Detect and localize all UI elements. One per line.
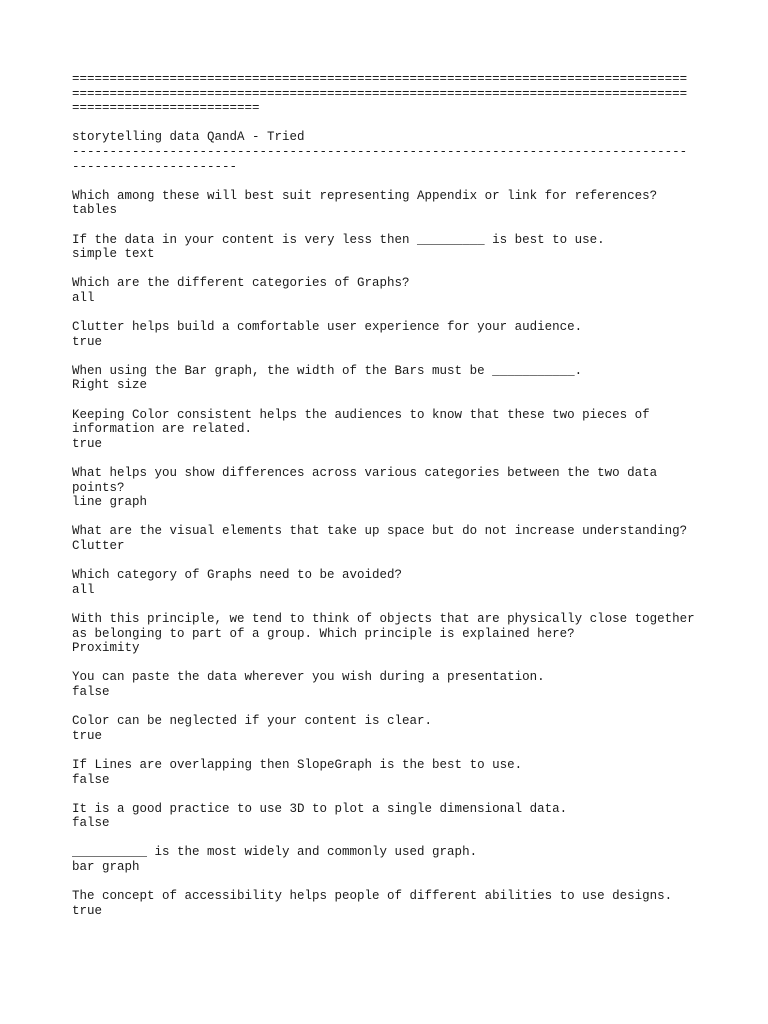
question-text: When using the Bar graph, the width of the Bars must be ___________. xyxy=(72,363,583,378)
qa-item xyxy=(72,714,702,743)
answer-text: bar graph xyxy=(72,860,140,875)
question-text: __________ is the most widely and commonly used graph. xyxy=(72,845,478,860)
question-text: Clutter helps build a comfortable user experience for your audience. xyxy=(72,320,583,335)
answer-text: true xyxy=(72,334,103,349)
question-text: If Lines are overlapping then SlopeGraph is the best to use. xyxy=(72,757,523,772)
dash-line: ---------------------- xyxy=(72,159,238,174)
answer-text: false xyxy=(72,816,110,831)
question-text: If the data in your content is very less then _________ is best to use. xyxy=(72,232,605,247)
question-text: as belonging to part of a group. Which principle is explained here? xyxy=(72,626,575,641)
question-text: Which among these will best suit representing Appendix or link for references? xyxy=(72,188,658,203)
answer-text: Right size xyxy=(72,378,148,393)
question-text: points? xyxy=(72,480,125,495)
answer-text: tables xyxy=(72,203,118,218)
qa-item xyxy=(72,568,702,597)
qa-item xyxy=(72,758,702,787)
answer-text: all xyxy=(72,290,95,305)
answer-text: Clutter xyxy=(72,539,125,553)
question-text: It is a good practice to use 3D to plot a single dimensional data. xyxy=(72,801,568,816)
answer-text: true xyxy=(72,903,103,918)
question-text: information are related. xyxy=(72,422,253,437)
question-text: With this principle, we tend to think of objects that are physically close together xyxy=(72,611,695,626)
qa-item xyxy=(72,408,702,452)
dash-line: ---------------------------------------------------------------------------------- xyxy=(72,144,688,159)
question-text: Keeping Color consistent helps the audiences to know that these two pieces of xyxy=(72,407,650,422)
qa-item xyxy=(72,524,702,553)
qa-item xyxy=(72,189,702,218)
rule-line: ================================================================================== xyxy=(72,86,688,101)
rule-line: ========================= xyxy=(72,101,260,116)
rule-line: ================================================================================== xyxy=(72,72,688,86)
answer-text: simple text xyxy=(72,247,155,262)
question-text: Which category of Graphs need to be avoided? xyxy=(72,568,403,583)
qa-item xyxy=(72,233,702,262)
qa-item xyxy=(72,612,702,656)
question-text: What are the visual elements that take up space but do not increase understanding? xyxy=(72,524,688,539)
qa-item xyxy=(72,889,702,918)
header-rule xyxy=(72,72,702,116)
qa-item xyxy=(72,802,702,831)
document-title: storytelling data QandA - Tried xyxy=(72,130,305,145)
answer-text: false xyxy=(72,772,110,787)
qa-item xyxy=(72,670,702,699)
question-text: Which are the different categories of Graphs? xyxy=(72,276,410,291)
qa-item xyxy=(72,466,702,510)
question-text: Color can be neglected if your content is clear. xyxy=(72,714,433,729)
answer-text: true xyxy=(72,436,103,451)
answer-text: Proximity xyxy=(72,641,140,656)
question-text: The concept of accessibility helps people of different abilities to use designs. xyxy=(72,889,673,904)
qa-item xyxy=(72,276,702,305)
title-underline xyxy=(72,145,702,174)
question-text: You can paste the data wherever you wish during a presentation. xyxy=(72,670,545,685)
qa-item xyxy=(72,320,702,349)
qa-item xyxy=(72,364,702,393)
qa-item xyxy=(72,845,702,874)
question-text: What helps you show differences across various categories between the two data xyxy=(72,466,658,481)
document-page xyxy=(72,72,702,918)
answer-text: line graph xyxy=(72,495,148,510)
answer-text: all xyxy=(72,582,95,597)
answer-text: true xyxy=(72,728,103,743)
answer-text: false xyxy=(72,684,110,699)
qa-list xyxy=(72,189,702,919)
